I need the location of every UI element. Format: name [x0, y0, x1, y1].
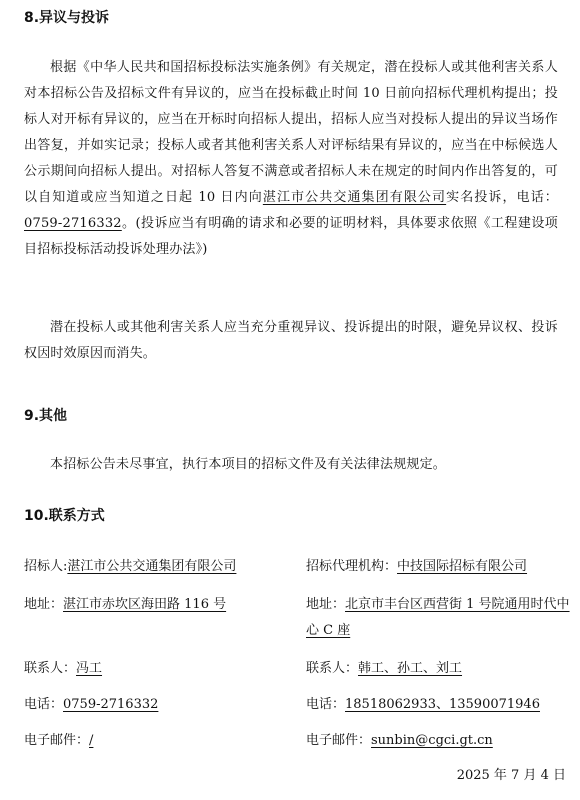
bidder-contact-label: 联系人： [24, 661, 77, 676]
document-date: 2025 年 7 月 4 日 [456, 768, 566, 783]
agency-phone-row [306, 692, 540, 718]
complaint-phone: 0759-2716332 [24, 216, 122, 231]
agency-address-row [306, 592, 574, 644]
agency-email-label: 电子邮件： [306, 733, 372, 748]
bidder-contact-row [24, 656, 102, 682]
agency-contact-label: 联系人： [306, 661, 359, 676]
section-8-paragraph-2: 潜在投标人或其他利害关系人应当充分重视异议、投诉提出的时限，避免异议权、投诉权因时效原因而消失。 [24, 320, 558, 361]
bidder-org-value: 湛江市公共交通集团有限公司 [67, 559, 237, 574]
bidder-address-label: 地址： [24, 597, 64, 612]
agency-address-value: 北京市丰台区西营街 1 号院通用时代中心 C 座 [306, 597, 570, 638]
bidder-contact-value: 冯工 [76, 661, 103, 676]
section-8-heading: 8.异议与投诉 [24, 10, 110, 26]
agency-org-row [306, 554, 527, 580]
section-8-text-a: 根据《中华人民共和国招标投标法实施条例》有关规定，潜在投标人或其他利害关系人对本招标公告及招标文件有异议的，应当在投标截止时间 10 日前向招标代理机构提出；投标人对开标有异议的，应当在开标时向招标人提出，招标人应当对投标人提出的异议当场作出答复，并如实记录；投标人或者其他利害关系人对评标结果有异议的，应当在中标候选人公示期间向招标人提出。对招标人答复不满意或者招标人未在规定的时间内作出答复的，可以自知道或应当知道之日起 10 日内向 [24, 60, 558, 205]
bidder-phone-label: 电话： [24, 697, 64, 712]
bidder-phone-value: 0759-2716332 [63, 697, 159, 712]
section-9-paragraph-1: 本招标公告未尽事宜，执行本项目的招标文件及有关法律法规规定。 [50, 457, 447, 472]
section-8-text-b: 实名投诉，电话： [446, 190, 559, 205]
agency-org-label: 招标代理机构： [306, 559, 398, 574]
section-8-paragraph-1 [24, 55, 558, 263]
complaint-organization: 湛江市公共交通集团有限公司 [262, 190, 447, 205]
agency-address-label: 地址： [306, 597, 346, 612]
agency-contact-value: 韩工、孙工、刘工 [358, 661, 463, 676]
bidder-address-value: 湛江市赤坎区海田路 116 号 [63, 597, 227, 612]
bidder-org-row [24, 554, 236, 580]
bidder-email-row [24, 728, 93, 754]
section-9-heading: 9.其他 [24, 408, 68, 424]
section-10-heading: 10.联系方式 [24, 508, 105, 524]
bidder-email-label: 电子邮件： [24, 733, 90, 748]
section-8-text-c: 。(投诉应当有明确的请求和必要的证明材料，具体要求依照《工程建设项目招标投标活动投诉处理办法》) [24, 216, 558, 257]
bidder-org-label: 招标人: [24, 559, 68, 574]
agency-email-row [306, 728, 493, 754]
agency-phone-label: 电话： [306, 697, 346, 712]
bidder-phone-row [24, 692, 158, 718]
agency-org-value: 中技国际招标有限公司 [397, 559, 528, 574]
bidder-email-value: / [89, 733, 94, 748]
agency-phone-value: 18518062933、13590071946 [345, 697, 540, 712]
agency-email-value[interactable]: sunbin@cgci.gt.cn [371, 733, 493, 748]
agency-contact-row [306, 656, 462, 682]
bidder-address-row [24, 592, 226, 618]
